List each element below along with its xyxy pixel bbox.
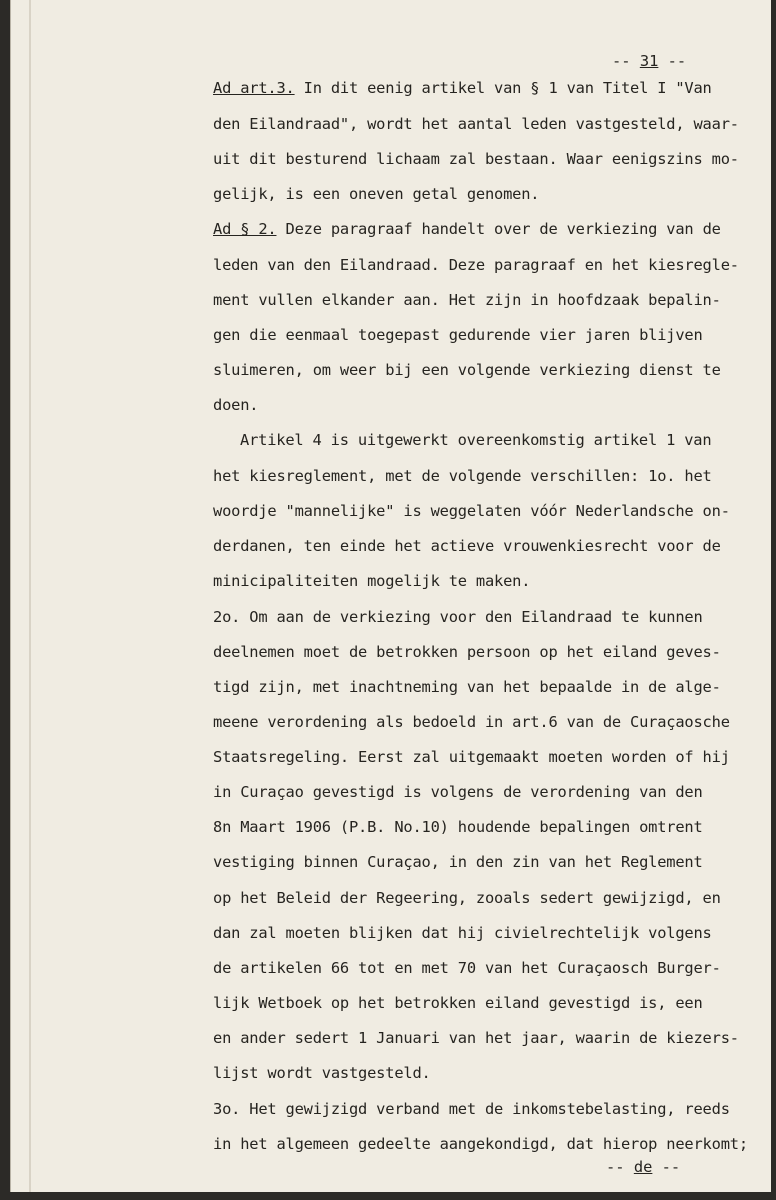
p2o-line-5: Staatsregeling. Eerst zal uitgemaakt moeten worden of hij: [213, 748, 730, 766]
p3o-line-2: in het algemeen gedeelte aangekondigd, dat hierop neerkomt;: [213, 1135, 748, 1153]
p2o-line-8: vestiging binnen Curaçao, in den zin van het Reglement: [213, 853, 703, 871]
p2o-line-2: deelnemen moet de betrokken persoon op het eiland geves-: [213, 643, 721, 661]
binding-line: [29, 0, 31, 1192]
page-number-dash-left: --: [612, 52, 631, 70]
catchword-dash-right: --: [661, 1158, 681, 1176]
catchword-value: de: [633, 1158, 653, 1176]
p2o-line-4: meene verordening als bedoeld in art.6 van de Curaçaosche: [213, 713, 730, 731]
p2o-line-1: 2o. Om aan de verkiezing voor den Eilandraad te kunnen: [213, 608, 703, 626]
par2-line-6: doen.: [213, 396, 259, 414]
catchword-dash-left: --: [606, 1158, 625, 1176]
par2-text-1: Deze paragraaf handelt over de verkiezing van de: [276, 220, 721, 238]
typewritten-page: [10, 0, 771, 1192]
p2o-line-11: de artikelen 66 tot en met 70 van het Curaçaosch Burger-: [213, 959, 721, 977]
p2o-line-7: 8n Maart 1906 (P.B. No.10) houdende bepalingen omtrent: [213, 818, 703, 836]
par2-line-1: [213, 220, 721, 238]
art3-line-3: uit dit besturend lichaam zal bestaan. Waar eenigszins mo-: [213, 150, 739, 168]
art3-line-4: gelijk, is een oneven getal genomen.: [213, 185, 540, 203]
p2o-line-9: op het Beleid der Regeering, zooals sedert gewijzigd, en: [213, 889, 721, 907]
art4-line-4: derdanen, ten einde het actieve vrouwenkiesrecht voor de: [213, 537, 721, 555]
art4-line-5: minicipaliteiten mogelijk te maken.: [213, 572, 531, 590]
par2-line-3: ment vullen elkander aan. Het zijn in hoofdzaak bepalin-: [213, 291, 721, 309]
art3-heading: Ad art.3.: [213, 79, 295, 97]
page-number-dash-right: --: [667, 52, 687, 70]
p2o-line-12: lijk Wetboek op het betrokken eiland gevestigd is, een: [213, 994, 703, 1012]
p2o-line-10: dan zal moeten blijken dat hij civielrechtelijk volgens: [213, 924, 712, 942]
art4-line-1: Artikel 4 is uitgewerkt overeenkomstig artikel 1 van: [240, 431, 712, 449]
p2o-line-13: en ander sedert 1 Januari van het jaar, waarin de kiezers-: [213, 1029, 739, 1047]
p2o-line-3: tigd zijn, met inachtneming van het bepaalde in de alge-: [213, 678, 721, 696]
par2-line-5: sluimeren, om weer bij een volgende verkiezing dienst te: [213, 361, 721, 379]
page-number-value: 31: [639, 52, 659, 70]
par2-line-2: leden van den Eilandraad. Deze paragraaf en het kiesregle-: [213, 256, 739, 274]
p2o-line-14: lijst wordt vastgesteld.: [213, 1064, 431, 1082]
art3-line-2: den Eilandraad", wordt het aantal leden vastgesteld, waar-: [213, 115, 739, 133]
art4-line-3: woordje "mannelijke" is weggelaten vóór Nederlandsche on-: [213, 502, 730, 520]
p2o-line-6: in Curaçao gevestigd is volgens de verordening van den: [213, 783, 703, 801]
art4-line-2: het kiesreglement, met de volgende verschillen: 1o. het: [213, 467, 712, 485]
art3-line-1: [213, 79, 712, 97]
page-number: [612, 52, 686, 70]
par2-heading: Ad § 2.: [213, 220, 277, 238]
catchword: [606, 1158, 680, 1176]
par2-line-4: gen die eenmaal toegepast gedurende vier jaren blijven: [213, 326, 703, 344]
art3-text-1: In dit eenig artikel van § 1 van Titel I "Van: [294, 79, 712, 97]
p3o-line-1: 3o. Het gewijzigd verband met de inkomstebelasting, reeds: [213, 1100, 730, 1118]
